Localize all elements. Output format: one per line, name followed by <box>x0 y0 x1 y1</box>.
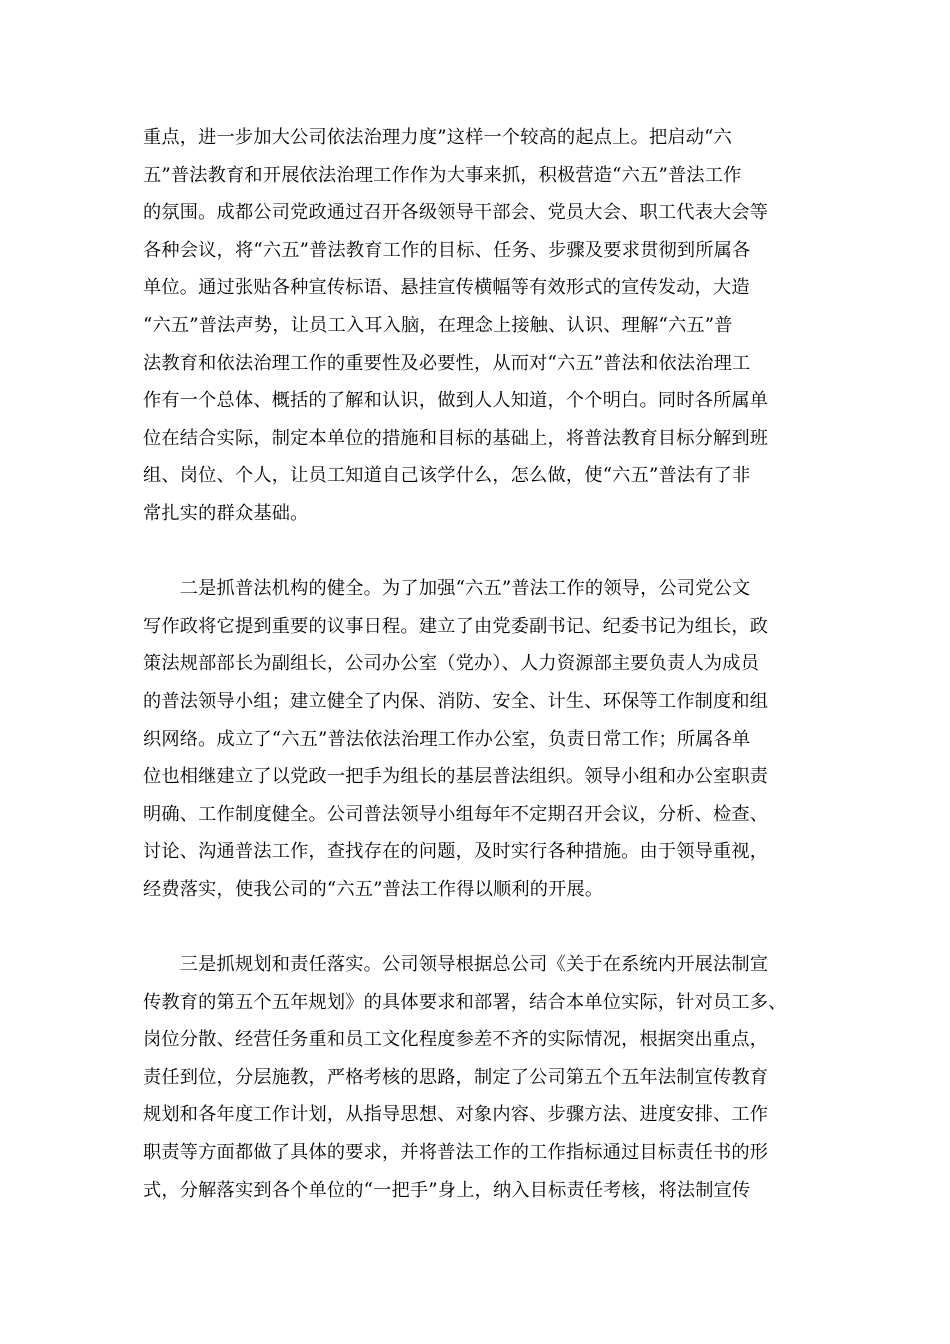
document-body <box>143 119 809 1209</box>
text-line: 的普法领导小组；建立健全了内保、消防、安全、计生、环保等工作制度和组 <box>143 690 769 712</box>
text-line: 法教育和依法治理工作的重要性及必要性，从而对“六五”普法和依法治理工 <box>143 352 751 374</box>
text-line: 位在结合实际，制定本单位的措施和目标的基础上，将普法教育目标分解到班 <box>143 427 769 449</box>
text-line: 传教育的第五个五年规划》的具体要求和部署，结合本单位实际，针对员工多、 <box>143 991 787 1013</box>
text-line: 式，分解落实到各个单位的“一把手”身上，纳入目标责任考核，将法制宣传 <box>143 1179 751 1201</box>
text-line: 组、岗位、个人，让员工知道自己该学什么，怎么做，使“六五”普法有了非 <box>143 465 751 487</box>
text-line: 规划和各年度工作计划，从指导思想、对象内容、步骤方法、进度安排、工作 <box>143 1104 769 1126</box>
text-line: 织网络。成立了“六五”普法依法治理工作办公室，负责日常工作；所属各单 <box>143 728 751 750</box>
paragraph-spacer <box>143 908 809 946</box>
text-line: 五”普法教育和开展依法治理工作作为大事来抓，积极营造“六五”普法工作 <box>143 164 742 186</box>
paragraph-spacer <box>143 533 809 571</box>
text-line: 责任到位，分层施教，严格考核的思路，制定了公司第五个五年法制宣传教育 <box>143 1066 769 1088</box>
text-line: 位也相继建立了以党政一把手为组长的基层普法组织。领导小组和办公室职责 <box>143 766 769 788</box>
text-line: 作有一个总体、概括的了解和认识，做到人人知道，个个明白。同时各所属单 <box>143 390 769 412</box>
text-line: 二是抓普法机构的健全。为了加强“六五”普法工作的领导，公司党公文 <box>143 578 751 600</box>
text-line: 职责等方面都做了具体的要求，并将普法工作的工作指标通过目标责任书的形 <box>143 1142 769 1164</box>
text-line: 经费落实，使我公司的“六五”普法工作得以顺利的开展。 <box>143 878 604 900</box>
text-line: “六五”普法声势，让员工入耳入脑，在理念上接触、认识、理解“六五”普 <box>143 314 733 336</box>
text-line: 的氛围。成都公司党政通过召开各级领导干部会、党员大会、职工代表大会等 <box>143 202 769 224</box>
text-line: 策法规部部长为副组长，公司办公室（党办）、人力资源部主要负责人为成员 <box>143 653 760 675</box>
text-line: 单位。通过张贴各种宣传标语、悬挂宣传横幅等有效形式的宣传发动，大造 <box>143 277 750 299</box>
paragraph-planning <box>143 946 809 1209</box>
text-line: 重点，进一步加大公司依法治理力度”这样一个较高的起点上。把启动“六 <box>143 127 733 148</box>
text-line: 常扎实的群众基础。 <box>143 502 309 524</box>
text-line: 三是抓规划和责任落实。公司领导根据总公司《关于在系统内开展法制宣 <box>143 954 769 976</box>
paragraph-organization <box>143 570 809 908</box>
text-line: 明确、工作制度健全。公司普法领导小组每年不定期召开会议，分析、检查、 <box>143 803 769 825</box>
text-line: 岗位分散、经营任务重和员工文化程度参差不齐的实际情况，根据突出重点， <box>143 1029 769 1051</box>
paragraph-intro-continuation <box>143 119 809 533</box>
text-line: 讨论、沟通普法工作，查找存在的问题，及时实行各种措施。由于领导重视， <box>143 841 769 863</box>
text-line: 写作政将它提到重要的议事日程。建立了由党委副书记、纪委书记为组长，政 <box>143 615 769 637</box>
text-line: 各种会议，将“六五”普法教育工作的目标、任务、步骤及要求贯彻到所属各 <box>143 239 751 261</box>
